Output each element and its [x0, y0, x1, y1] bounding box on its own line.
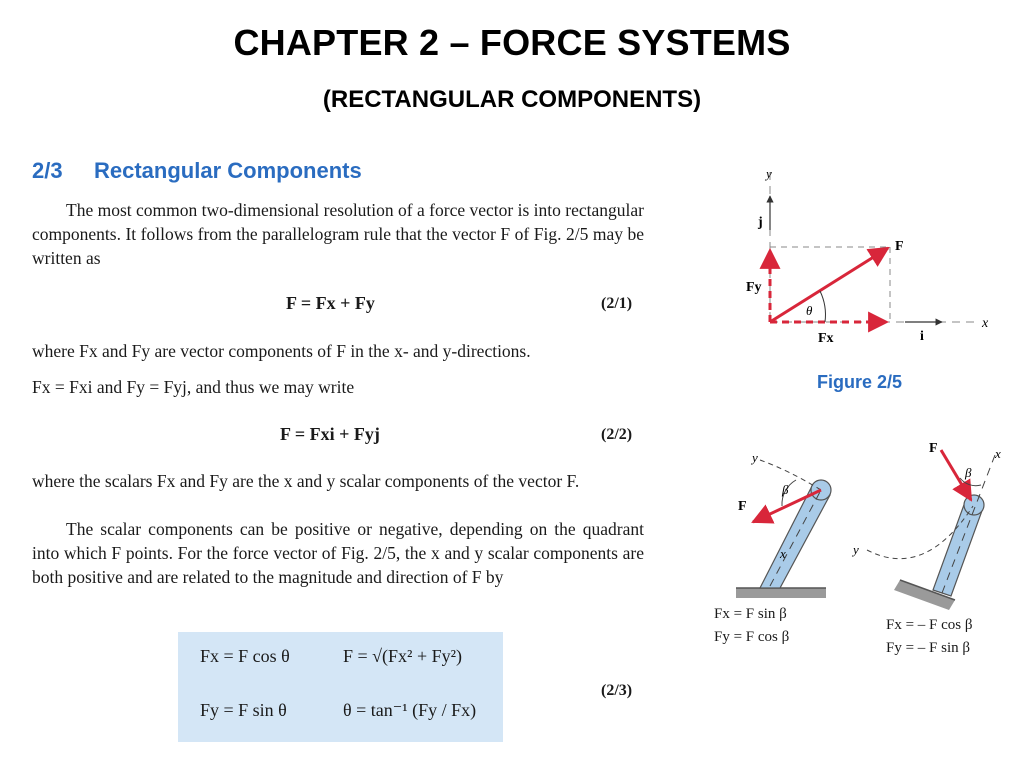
- figure-right-diagram: [845, 430, 1015, 615]
- equation-2-2: F = Fxi + Fyj: [280, 424, 380, 444]
- theta-arc: [820, 291, 825, 322]
- slide-subtitle: (RECTANGULAR COMPONENTS): [322, 86, 702, 113]
- left-caption-fx: Fx = F sin β: [714, 606, 787, 622]
- force-f-label: F: [929, 441, 938, 456]
- paragraph-sign-convention: The scalar components can be positive or negative, depending on the quadrant into which F points. For the force vector of Fig. 2/5, the x and y scalar components are both positive and are related to the magnitude and direction of F by: [32, 519, 644, 587]
- paragraph-vector-components: where Fx and Fy are vector components of F in the x- and y-directions.: [32, 341, 531, 361]
- paragraph-intro: The most common two-dimensional resolution of a force vector is into rectangular components. It follows from the parallelogram rule that the vector F of Fig. 2/5 may be written as: [32, 200, 644, 268]
- equation-fx: Fx = F cos θ: [200, 646, 290, 666]
- paragraph-unit-vectors: Fx = Fxi and Fy = Fyj, and thus we may write: [32, 377, 355, 397]
- section-heading: [32, 158, 362, 184]
- fx-label: Fx: [818, 331, 834, 346]
- x-axis-label: x: [995, 446, 1001, 461]
- paragraph-scalar-components: where the scalars Fx and Fy are the x and y scalar components of the vector F.: [32, 471, 580, 491]
- figure-2-5-label: Figure 2/5: [817, 372, 903, 392]
- x-axis-label: x: [982, 316, 989, 331]
- inclined-member: [933, 502, 983, 596]
- slide-title: CHAPTER 2 – FORCE SYSTEMS: [233, 22, 791, 63]
- force-f-arrow: [770, 248, 888, 322]
- force-f-label: F: [738, 499, 747, 514]
- equation-2-1: F = Fx + Fy: [286, 293, 375, 313]
- equation-box: [178, 632, 503, 742]
- equation-2-1-number: (2/1): [601, 295, 633, 312]
- right-caption-fy: Fy = – F sin β: [886, 640, 971, 656]
- equation-2-2-number: (2/2): [601, 426, 633, 443]
- left-caption-fy: Fy = F cos β: [714, 629, 790, 645]
- equation-fy: Fy = F sin θ: [200, 700, 287, 720]
- y-axis-label: y: [752, 450, 758, 465]
- unit-j-label: j: [758, 215, 763, 230]
- unit-i-label: i: [920, 329, 924, 344]
- right-caption-fx: Fx = – F cos β: [886, 617, 973, 633]
- y-axis-label: y: [853, 542, 859, 557]
- ground-base: [736, 588, 826, 598]
- equation-magnitude: F = √(Fx² + Fy²): [343, 646, 462, 666]
- fy-label: Fy: [746, 280, 762, 295]
- y-axis-label: y: [766, 166, 772, 181]
- figure-left-diagram: [708, 440, 868, 610]
- theta-label: θ: [806, 303, 813, 318]
- beta-label: β: [965, 465, 972, 480]
- section-number: 2/3: [32, 158, 63, 183]
- equation-2-3-number: (2/3): [601, 682, 633, 699]
- x-axis-label: x: [780, 546, 786, 561]
- force-f-label: F: [895, 239, 904, 254]
- beta-label: β: [782, 482, 789, 497]
- section-title: Rectangular Components: [94, 158, 362, 183]
- figure-2-5-diagram: [730, 150, 1010, 360]
- equation-angle: θ = tan⁻¹ (Fy / Fx): [343, 700, 477, 720]
